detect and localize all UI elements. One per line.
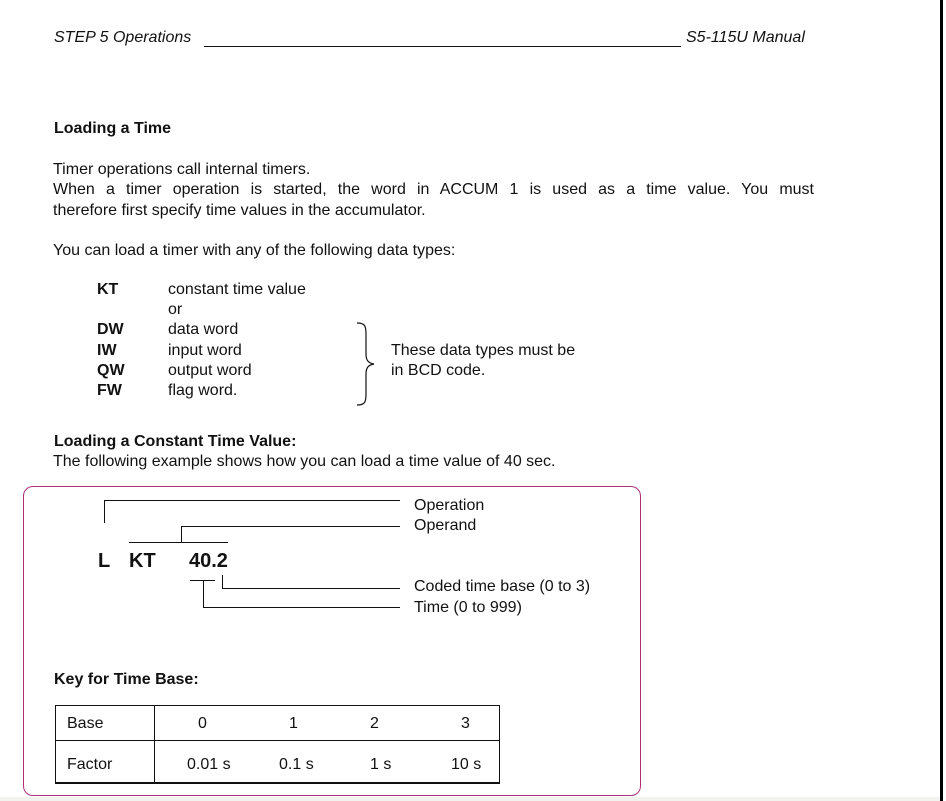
table-cell-base: 3 [461, 715, 470, 732]
page-bottom-edge [0, 797, 940, 801]
type-desc-or: or [168, 301, 183, 318]
type-desc: flag word. [168, 382, 238, 399]
section-title-constant-time-value: Loading a Constant Time Value: [54, 433, 297, 450]
section-title-loading-a-time: Loading a Time [54, 120, 172, 137]
type-code: FW [97, 382, 122, 399]
table-cell-base: 2 [370, 715, 379, 732]
table-column-divider [154, 705, 155, 782]
table-cell-base: 0 [198, 715, 207, 732]
right-brace-icon [355, 322, 381, 406]
instruction-value: 40.2 [189, 550, 228, 572]
label-time: Time (0 to 999) [414, 599, 522, 616]
table-cell-factor: 1 s [370, 756, 392, 773]
paragraph-line: Timer operations call internal timers. [53, 161, 311, 178]
type-desc: constant time value [168, 281, 306, 298]
operand-leader-line [181, 526, 400, 527]
table-cell-factor: 10 s [451, 756, 482, 773]
operation-leader-line [104, 500, 400, 501]
running-header-left: STEP 5 Operations [54, 29, 192, 46]
type-desc: input word [168, 342, 242, 359]
operation-leader-line [104, 500, 105, 523]
paragraph-line: therefore first specify time values in the accumulator. [53, 202, 426, 219]
label-operation: Operation [414, 497, 485, 514]
key-title: Key for Time Base: [54, 671, 199, 688]
type-code: QW [97, 362, 125, 379]
table-cell-factor: 0.1 s [279, 756, 314, 773]
coded-leader-line [222, 588, 400, 589]
paragraph-example-intro: The following example shows how you can load a time value of 40 sec. [53, 453, 556, 470]
instruction-operand: KT [129, 550, 156, 572]
time-base-table [55, 705, 500, 784]
type-desc: output word [168, 362, 252, 379]
table-row-header-factor: Factor [67, 756, 113, 773]
page-right-edge [940, 0, 943, 801]
type-code: IW [97, 342, 117, 359]
instruction-op: L [98, 550, 111, 572]
running-header-right: S5-115U Manual [686, 29, 805, 46]
header-rule [204, 46, 681, 47]
brace-note: in BCD code. [391, 362, 486, 379]
paragraph-line: When a timer operation is started, the word in ACCUM 1 is used as a time value. You must [53, 181, 814, 198]
time-leader-line [203, 580, 204, 608]
type-code: DW [97, 321, 124, 338]
label-operand: Operand [414, 517, 477, 534]
time-leader-line [203, 607, 400, 608]
type-code: KT [97, 281, 119, 298]
table-row-header-base: Base [67, 715, 104, 732]
operand-leader-line [181, 526, 182, 543]
brace-note: These data types must be [391, 342, 576, 359]
label-coded-time-base: Coded time base (0 to 3) [414, 578, 591, 595]
table-cell-base: 1 [289, 715, 298, 732]
table-cell-factor: 0.01 s [187, 756, 231, 773]
paragraph-data-types-intro: You can load a timer with any of the following data types: [53, 242, 456, 259]
coded-leader-line [222, 575, 223, 589]
type-desc: data word [168, 321, 239, 338]
operand-bracket [129, 542, 228, 543]
table-row-divider [55, 740, 499, 741]
